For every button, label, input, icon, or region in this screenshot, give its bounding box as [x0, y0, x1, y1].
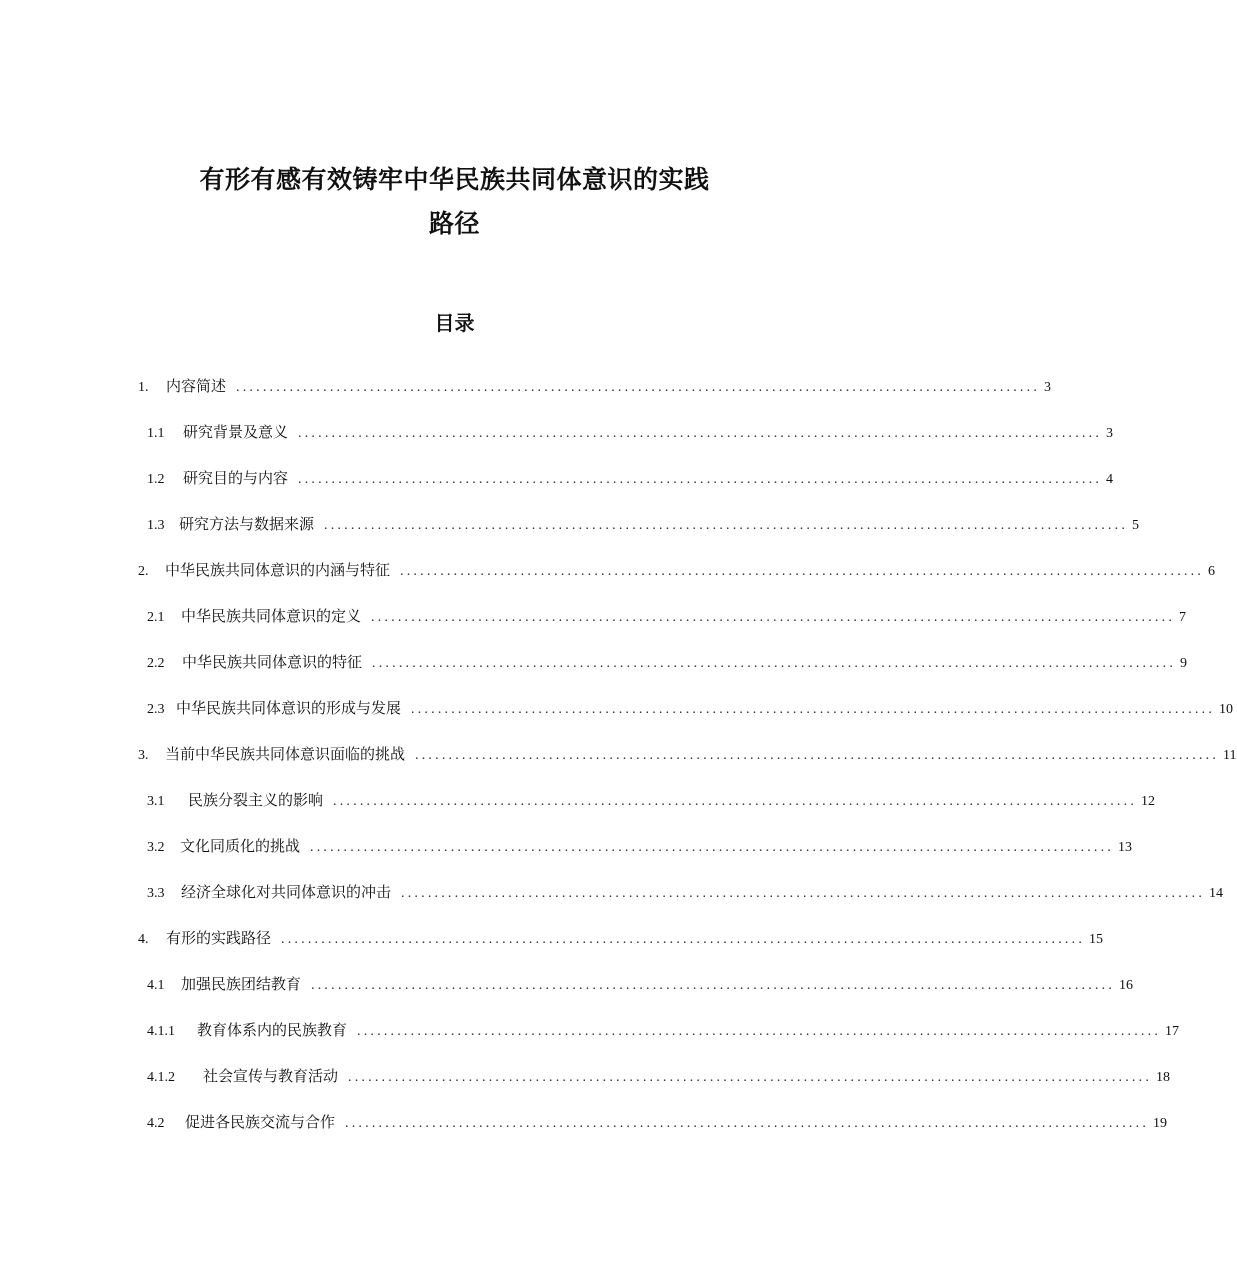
toc-entry-number: 4.1.2	[147, 1070, 175, 1085]
toc-entry-label: 民族分裂主义的影响	[188, 791, 324, 809]
toc-entry[interactable]	[147, 652, 1188, 674]
toc-entry-page: 15	[1089, 932, 1104, 947]
toc-entry[interactable]	[147, 606, 1187, 628]
toc-entry-page: 16	[1119, 978, 1134, 993]
toc-entry-label: 中华民族共同体意识的定义	[181, 607, 362, 625]
toc-entry-label: 中华民族共同体意识的形成与发展	[176, 699, 402, 717]
toc-entry-number: 1.2	[147, 472, 165, 487]
toc-entry-number: 3.	[138, 748, 149, 763]
toc-leader-dots: ........................................................................................................................	[324, 518, 1129, 533]
toc-entry-number: 4.1	[147, 978, 165, 993]
toc-entry[interactable]	[138, 376, 1052, 398]
toc-entry[interactable]	[147, 1020, 1180, 1042]
toc-entry-label: 社会宣传与教育活动	[203, 1067, 339, 1085]
toc-entry-number: 1.	[138, 380, 149, 395]
toc-leader-dots: ........................................................................................................................	[310, 840, 1115, 855]
toc-entry-number: 2.	[138, 564, 149, 579]
toc-entry-page: 14	[1209, 886, 1224, 901]
toc-leader-dots: ........................................................................................................................	[415, 748, 1220, 763]
toc-leader-dots: ........................................................................................................................	[311, 978, 1116, 993]
toc-leader-dots: ........................................................................................................................	[298, 472, 1103, 487]
toc-leader-dots: ........................................................................................................................	[357, 1024, 1162, 1039]
toc-entry-label: 中华民族共同体意识的特征	[182, 653, 363, 671]
toc-entry-page: 18	[1156, 1070, 1171, 1085]
toc-heading: 目录	[434, 311, 475, 335]
toc-entry-label: 中华民族共同体意识的内涵与特征	[165, 561, 391, 579]
toc-entry-number: 3.2	[147, 840, 165, 855]
toc-entry[interactable]	[147, 974, 1134, 996]
toc-entry-page: 13	[1118, 840, 1133, 855]
toc-entry-label: 有形的实践路径	[166, 929, 272, 947]
toc-entry-page: 3	[1044, 380, 1052, 395]
toc-entry-label: 文化同质化的挑战	[180, 837, 301, 855]
toc-entry[interactable]	[147, 790, 1156, 812]
toc-leader-dots: ........................................................................................................................	[345, 1116, 1150, 1131]
toc-leader-dots: ........................................................................................................................	[401, 886, 1206, 901]
toc-entry[interactable]	[147, 514, 1140, 536]
toc-entry-page: 19	[1153, 1116, 1168, 1131]
toc-entry-page: 5	[1132, 518, 1140, 533]
toc-leader-dots: ........................................................................................................................	[400, 564, 1205, 579]
toc-entry[interactable]	[147, 1066, 1171, 1088]
toc-entry-label: 加强民族团结教育	[181, 975, 302, 993]
toc-entry-label: 促进各民族交流与合作	[185, 1113, 336, 1131]
toc-entry-number: 3.3	[147, 886, 165, 901]
toc-leader-dots: ........................................................................................................................	[333, 794, 1138, 809]
toc-entry[interactable]	[138, 928, 1104, 950]
toc-entry-page: 6	[1208, 564, 1216, 579]
toc-entry-number: 4.1.1	[147, 1024, 175, 1039]
toc-entry-label: 当前中华民族共同体意识面临的挑战	[165, 745, 406, 763]
toc-entry-label: 经济全球化对共同体意识的冲击	[181, 883, 392, 901]
toc-entry-page: 7	[1179, 610, 1187, 625]
document-title-line1: 有形有感有效铸牢中华民族共同体意识的实践	[199, 165, 710, 194]
document-title-line2: 路径	[428, 209, 480, 238]
toc-entry-label: 教育体系内的民族教育	[197, 1021, 348, 1039]
toc-entry-number: 1.3	[147, 518, 165, 533]
toc-entry[interactable]	[138, 560, 1216, 582]
toc-entry-label: 研究背景及意义	[183, 423, 289, 441]
toc-leader-dots: ........................................................................................................................	[371, 610, 1176, 625]
toc-entry-page: 11	[1223, 748, 1237, 763]
toc-entry-number: 3.1	[147, 794, 165, 809]
toc-leader-dots: ........................................................................................................................	[236, 380, 1041, 395]
toc-leader-dots: ........................................................................................................................	[298, 426, 1103, 441]
toc-entry[interactable]	[138, 744, 1237, 766]
toc-entry-number: 2.3	[147, 702, 165, 717]
toc-leader-dots: ........................................................................................................................	[411, 702, 1216, 717]
toc-entry[interactable]	[147, 836, 1133, 858]
toc-leader-dots: ........................................................................................................................	[281, 932, 1086, 947]
toc-entry-label: 研究方法与数据来源	[179, 515, 315, 533]
toc-entry-number: 1.1	[147, 426, 165, 441]
toc-leader-dots: ........................................................................................................................	[348, 1070, 1153, 1085]
toc-entry-page: 10	[1219, 702, 1234, 717]
toc-entry-page: 4	[1106, 472, 1114, 487]
toc-leader-dots: ........................................................................................................................	[372, 656, 1177, 671]
toc-entry[interactable]	[147, 698, 1234, 720]
toc-entry-label: 研究目的与内容	[183, 469, 289, 487]
toc-entry-number: 4.	[138, 932, 149, 947]
toc-entry-label: 内容简述	[166, 377, 227, 395]
toc-entry-page: 12	[1141, 794, 1156, 809]
toc-entry[interactable]	[147, 468, 1114, 490]
toc-entry-page: 9	[1180, 656, 1188, 671]
toc-entry-number: 2.2	[147, 656, 165, 671]
toc-entry[interactable]	[147, 882, 1224, 904]
toc-entry-page: 3	[1106, 426, 1114, 441]
toc-entry[interactable]	[147, 422, 1114, 444]
toc-entry[interactable]	[147, 1112, 1168, 1134]
toc-entry-number: 4.2	[147, 1116, 165, 1131]
toc-entry-number: 2.1	[147, 610, 165, 625]
toc-entry-page: 17	[1165, 1024, 1180, 1039]
